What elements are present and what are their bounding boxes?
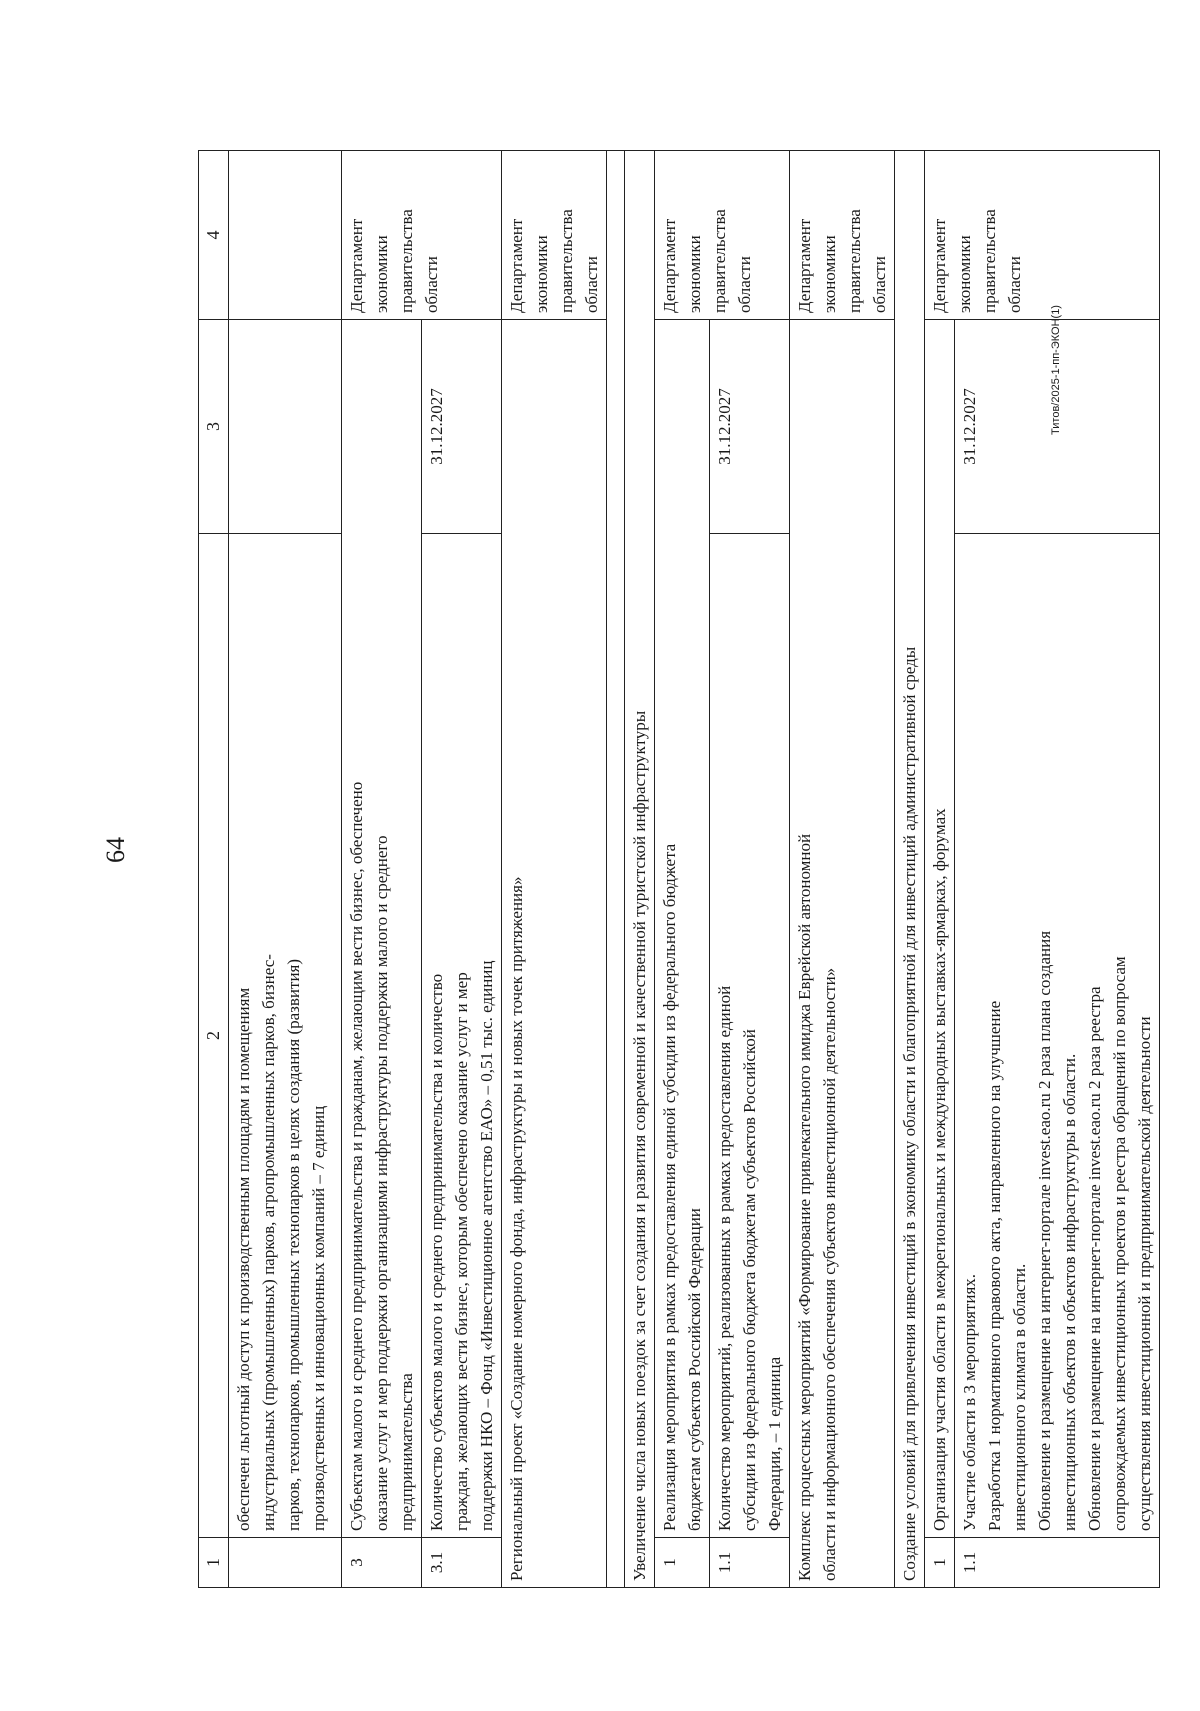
- row-description: Количество мероприятий, реализованных в рамках предоставления единой субсидии из федерального бюджета бюджетам субъектов Российской Федерации, – 1 единица: [710, 534, 790, 1538]
- row-description: Количество субъектов малого и среднего предпринимательства и количество граждан, желающих вести бизнес, которым обеспечено оказание услуг и мер поддержки НКО – Фонд «Инвестиционное агентство ЕАО» – 0,51 тыс. единиц: [422, 534, 502, 1538]
- table-header-row: [199, 151, 229, 1588]
- table-row: [229, 151, 342, 1588]
- table-row: [607, 151, 625, 1588]
- row-responsible: Департамент экономики правительства области: [342, 151, 502, 320]
- table-row: [655, 151, 710, 1588]
- row-number: 1.1: [955, 1538, 1160, 1588]
- table-row: [955, 151, 1160, 1588]
- measures-table: [198, 150, 1160, 1588]
- table-row: [790, 151, 895, 1588]
- header-col-2: 2: [199, 534, 229, 1538]
- row-number: 1: [655, 1538, 710, 1588]
- row-number: 1: [925, 1538, 955, 1588]
- row-date: 31.12.2027: [422, 320, 502, 534]
- footer-code: Титов/2025-1-пп-ЭКОН(1): [1050, 305, 1062, 435]
- row-section-goal: Создание условий для привлечения инвестиций в экономику области и благоприятной для инвестиций административной среды: [895, 151, 925, 1588]
- table-row: [625, 151, 655, 1588]
- page-number: 64: [101, 837, 130, 863]
- row-responsible: Департамент экономики правительства области: [790, 151, 895, 320]
- row-complex-title: Комплекс процессных мероприятий «Формирование привлекательного имиджа Еврейской автономной области и информационного обеспечения субъектов инвестиционной деятельности»: [790, 320, 895, 1588]
- row-description: Реализация мероприятия в рамках предоставления единой субсидии из федерального бюджета бюджетам субъектов Российской Федерации: [655, 320, 710, 1538]
- row-description: Участие области в 3 мероприятиях. Разработка 1 нормативного правового акта, направленного на улучшение инвестиционного климата в области. Обновление и размещение на интернет-портале invest.eao.ru 2 раза плана создания инвестиционных объектов и объектов инфраструктуры в области. Обновление и размещение на интернет-портале invest.eao.ru 2 раза реестра сопровождаемых инвестиционных проектов и реестра обращений по вопросам осуществления инвестиционной и предпринимательской деятельности: [955, 534, 1160, 1538]
- row-empty: [607, 151, 625, 1588]
- table-row: [710, 151, 790, 1588]
- row-project-title: Региональный проект «Создание номерного фонда, инфраструктуры и новых точек притяжения»: [502, 320, 607, 1588]
- row-responsible: [229, 151, 342, 320]
- row-responsible: Департамент экономики правительства области: [655, 151, 790, 320]
- table-row: [502, 151, 607, 1588]
- table-row: [895, 151, 925, 1588]
- row-date: [229, 320, 342, 534]
- row-section-goal: Увеличение числа новых поездок за счет создания и развития современной и качественной туристской инфраструктуры: [625, 151, 655, 1588]
- row-description: Субъектам малого и среднего предпринимательства и гражданам, желающим вести бизнес, обеспечено оказание услуг и мер поддержки организациями инфраструктуры поддержки малого и среднего предпринимательства: [342, 320, 422, 1538]
- row-description: Организация участия области в межрегиональных и международных выставках-ярмарках, форумах: [925, 320, 955, 1538]
- table-row: [925, 151, 955, 1588]
- header-col-3: 3: [199, 320, 229, 534]
- table-row: [342, 151, 422, 1588]
- row-number: 3: [342, 1538, 422, 1588]
- row-date: 31.12.2027: [955, 320, 1160, 534]
- table-row: [422, 151, 502, 1588]
- row-responsible: Департамент экономики правительства области: [502, 151, 607, 320]
- row-responsible: Департамент экономики правительства области: [925, 151, 1160, 320]
- row-number: [229, 1538, 342, 1588]
- header-col-1: 1: [199, 1538, 229, 1588]
- row-description: обеспечен льготный доступ к производственным площадям и помещениям индустриальных (промышленных) парков, агропромышленных парков, бизнес- парков, технопарков, промышленных технопарков в целях создания (развития) производственных и инновационных компаний – 7 единиц: [229, 534, 342, 1538]
- row-number: 1.1: [710, 1538, 790, 1588]
- row-date: 31.12.2027: [710, 320, 790, 534]
- header-col-4: 4: [199, 151, 229, 320]
- row-number: 3.1: [422, 1538, 502, 1588]
